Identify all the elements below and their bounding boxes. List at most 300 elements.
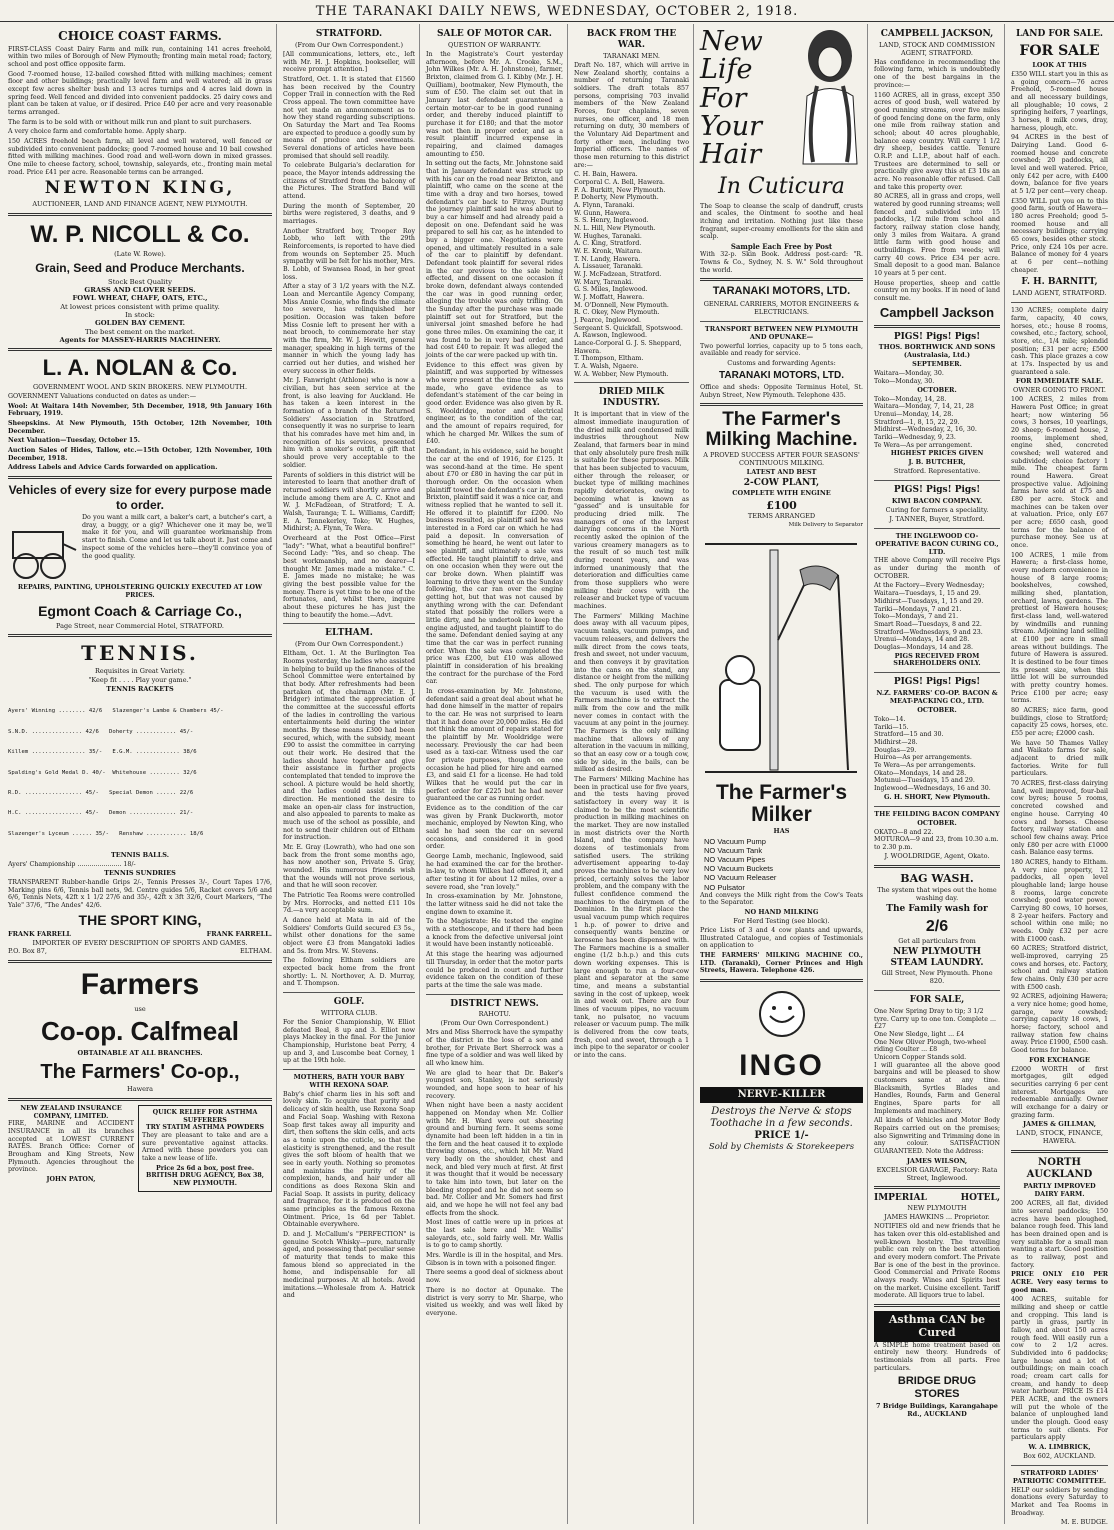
farmers-milking-machine-heading: The Farmer's Milking Machine. — [705, 409, 858, 451]
milking-machine-illustration-icon — [700, 530, 862, 780]
nicoll-line: In stock: — [125, 310, 155, 319]
ladies-committee: STRATFORD LADIES' PATRIOTIC COMMITTEE. — [1012, 1468, 1107, 1485]
schedule-line: Stratford—Wednesdays, 9 and 23. — [874, 628, 983, 636]
family-wash: The Family wash for — [886, 903, 988, 914]
immediate-sale: FOR IMMEDIATE SALE. — [1015, 377, 1104, 386]
nicoll-name: W. P. NICOLL & Co. — [30, 221, 250, 249]
soldier-name: R. C. Okey, New Plymouth. — [574, 309, 660, 317]
column-3 — [422, 24, 568, 1524]
schedule-line: Toko—Monday, 30. — [874, 377, 935, 385]
james-wilson: JAMES WILSON, — [906, 1156, 968, 1165]
news-paragraph: Another Stratford boy, Trooper Roy Lobb, who left with the 29th Reinforcements, is reported to have died from wounds on September 25. Much sympathy will be felt for his mother, Mrs. B. Lobb, of Swansea Road, in her great loss. — [283, 227, 416, 281]
listing-paragraph: 400 ACRES, suitable for milking and sheep or cattle and cropping. This land is partly in grass, partly in fallow, and about 150 acres rough feed. Will easily run a cow to 2 1/2 acres. Subdivided into 6 paddocks; large house and a lot of outbuildings; on main coach road; cream cart calls for cream, and handy to deep water harbour. PRICE IS £14 PER ACRE, and the owners will put the whole of the balance of unploughed land under the plough. Good easy terms to suit clients. For particulars apply — [1011, 1296, 1108, 1442]
listing-paragraph: 200 ACRES, all flat, divided into several paddocks; 150 acres have been ploughed, balance rough feed. This land has been drained open and is very suitable for a small man wanting a start. Good position as to railway, post and factory. — [1011, 1200, 1108, 1269]
stratford-heading: STRATFORD. — [315, 29, 383, 39]
barnitt-name: F. H. BARNITT, — [1021, 277, 1098, 288]
campbell-jackson-signature: Campbell Jackson — [879, 304, 995, 320]
schedule-line: MOTUROA—9 and 23, from 10.30 a.m. to 2.30 p.m. — [874, 836, 999, 851]
egmont-coach-address: Page Street, near Commercial Hotel, STRATFORD. — [55, 621, 225, 630]
listing-paragraph: 180 ACRES, handy to Eltham. A very nice property, 12 paddocks, all open level ploughable land; large house 8 rooms, large concrete cowshed; good water power. Carrying 80 cows, 10 horses, 8 2-year heifers. Factory and school within one mile; no weeds. Only £32 per acre with £1000 cash. — [1011, 858, 1108, 943]
correspondent-line: (From Our Own Correspondent.) — [440, 1019, 549, 1028]
taranaki-men-sub: TARANAKI MEN. — [603, 51, 660, 60]
returning-soldiers-list — [574, 171, 689, 378]
partly-improved: PARTLY IMPROVED DAIRY FARM. — [1023, 1182, 1096, 1199]
schedule-line: Stratford—15 and 30. — [874, 731, 944, 739]
choice-farms-heading: CHOICE COAST FARMS. — [58, 29, 222, 43]
schedule-line: Toko—Monday, 14, 28. — [874, 395, 947, 403]
listing-paragraph: PRICE ONLY £10 PER ACRE. Very easy terms to good man. — [1011, 1271, 1108, 1294]
news-paragraph: Mr. E. Gray (Lowrath), who had one son back from the front some months ago, has now another son, Private S. Gray, wounded. His numerous friends wish that the wounds will not prove serious, and that he will soon recover. — [283, 843, 415, 890]
calfmeal-heading: Co-op. Calfmeal — [41, 1015, 239, 1046]
soldier-name: W. Hughes, Taranaki. — [574, 232, 642, 240]
tennis-sundries-text: TRANSPARENT Rubber-handle Grips 2/-, Tennis Presses 3/-, Court Tapes 17/6, Marking pins 6/6, Tennis ball nets, 9d. Centre guides 5/6, Racket covers 5/6 and 6/6, Tennis Nets, 42ft x 1 1/2 27/6 and 35/-, 42ft x 3ft 32/6, Court Markers, "The Yale" 37/6, "The Andes" 42/6. — [8, 878, 272, 909]
borthwick-name: THOS. BORTHWICK AND SONS (Australasia, Ltd.) — [878, 343, 996, 360]
nicoll-late: (Late W. Rowe). — [114, 250, 166, 259]
newton-king-name: NEWTON KING, — [44, 178, 236, 199]
soldier-name: J. Pearce, Inglewood. — [574, 317, 642, 325]
listing-paragraph: 130 ACRES; complete dairy farm, capacity, 40 cows, horses, etc.; house 8 rooms, cowshed, etc.; factory, school, store, etc., 1/4 mile; splendid position; £31 per acre; £500 cash. This place grazes a cow at 17s. Inspected by us and guaranteed a sale. — [1011, 307, 1108, 376]
schedule-line: Tariki—Mondays, 7 and 21. — [874, 605, 962, 613]
nolan-paragraph: Next Valuation—Tuesday, October 15. — [8, 437, 140, 445]
news-paragraph: Stratford, Oct. 1. It is stated that £1560 has been received by the Country Copper Trail in connection with the Red Cross appeal. The town committee have not yet made an announcement as to how they stand regarding subscriptions. On Saturday the Mart and Tea Rooms are expected to produce a goodly sum by means of produce and sweetmeats. Several donations of articles have been promised that should sell readily. — [283, 75, 415, 160]
schedule-line: Waitara—Monday, 7, 14, 21, 28 — [874, 403, 974, 411]
farmers-milker-heading: The Farmer's Milker — [715, 780, 848, 826]
soldier-name: Corporal C. A. Bell, Hawera. — [574, 178, 665, 186]
news-paragraph: George Lamb, mechanic, Inglewood, said he had examined the car for the brother-in-law, to whom Wilkes had offered it, and after testing it for about 12 miles, over a severe road, she "ran lovely." — [426, 853, 563, 891]
exchange-heading: FOR EXCHANGE — [1029, 1055, 1090, 1064]
schedule-line: Okato—Mondays, 14 and 28. — [874, 769, 967, 777]
soldier-name: A. Rawson, Inglewood. — [574, 332, 647, 340]
terms-arranged: TERMS ARRANGED — [747, 512, 816, 521]
news-paragraph: In cross-examination by Mr. Johnstone, the latter witness said he did not take the engine down to examine it. — [426, 893, 563, 916]
schedule-line: Toko—Mondays, 7 and 21. — [874, 613, 959, 621]
butcher-name: J. B. BUTCHER, — [908, 458, 966, 467]
schedule-line: Motunui—Tuesdays, 15 and 29. — [874, 777, 975, 785]
conveys-text: And conveys the Milk right from the Cow's Teats to the Separator. — [700, 891, 863, 907]
dried-milk-heading: DRIED MILK INDUSTRY. — [598, 387, 665, 409]
september-heading: SEPTEMBER. — [912, 360, 962, 369]
bag-wash-text: The system that wipes out the home washing day. — [877, 885, 997, 902]
news-paragraph: The Patriotic Tea Rooms were controlled by Mrs. Horrocks, and netted £11 10s 7d.—a very acceptable sum. — [283, 891, 415, 915]
asthma-try: TRY STATIM ASTHMA POWDERS — [145, 1124, 265, 1132]
news-paragraph: At this stage the hearing was adjourned till Thursday, in order that the motor parts could be produced in court and further evidence taken on the condition of these parts at the time the sale was made. — [426, 951, 563, 989]
tennis-racket-row: H.C. ................. 45/- Demon .............. 21/- — [8, 810, 194, 817]
news-paragraph: Evidence as to the condition of the car was given by Frank Duckworth, motor mechanic, employed by Newton King, who said he had seen the car on several occasions, and considered it in good order. — [426, 805, 563, 851]
egmont-coach-name: Egmont Coach & Carriage Co., — [38, 603, 242, 620]
schedule-line: Tariki—15. — [874, 723, 909, 731]
tennis-racket-row: S.N.D. ............... 42/6 Doherty ............ 45/- — [8, 728, 194, 735]
cuticura-sample-text: With 32-p. Skin Book. Address post-card: "R. Towns & Co., Sydney, N. S. W." Sold throughout the world. — [700, 251, 863, 274]
soldier-name: A. C. King, Stratford. — [574, 240, 642, 248]
land-for-sale-heading: LAND FOR SALE. — [1015, 29, 1104, 39]
for-sale-heading: FOR SALE, — [909, 994, 965, 1005]
tennis-racket-row: Spalding's Gold Medal D. 40/- Whitehouse ......... 32/6 — [8, 769, 197, 776]
soldier-name: G. S. Miles, Inglewood. — [574, 286, 648, 294]
machine-price: £100 — [766, 498, 797, 512]
gillman-sub: LAND, STOCK, FINANCE, HAWERA. — [1016, 1129, 1103, 1146]
choice-paragraph: A very choice farm and comfortable home. Apply sharp. — [8, 128, 187, 136]
district-news-heading: DISTRICT NEWS. — [450, 998, 539, 1009]
news-paragraph: Parents of soldiers in this district will be interested to learn that another draft of returned soldiers will shortly arrive and include among them are A. C. Knot and W. J. McFadzean, of Stratford; T. A. Walsh, Tauranga; T. L. Williams, Cardiff; E. A. Tennekerley, Toko; W. Hughes, Midhirst; A. Flynn, Te Wera. — [283, 471, 415, 533]
editor-note: [All communications, letters, etc., left with Mr. H. J. Hopkins, bookseller, will receive prompt attention.] — [283, 50, 415, 74]
news-paragraph: Baby's chief charm lies in his soft and lovely skin. To acquire that purity and delicacy of skin health, use Rexona Soap and Facial Soap. Washing with Rexona Soap first takes away all impurity and dirt, then softens the skin cells, and acts as a tonic upon the cuticle, so that the elasticity is strengthened, and the result gives the soft bloom of health that we see in early youth. Nothing so promotes and maintains the purity of the complexion, hands, and hair under all conditions as does Rexona Skin and Facial Soap. It assists in purity, delicacy and fragrance, for it is produced on the same principles as the famous Rexona Ointment. Price, 1s 6d per Tablet. Obtainable everywhere. — [283, 1090, 415, 1229]
for-sale-heading: FOR SALE — [1019, 42, 1100, 59]
customs-line: Customs and forwarding Agents: — [727, 358, 836, 367]
no-feature-item: NO Vacuum Tank — [704, 846, 763, 856]
bag-wash-particulars: Get all particulars from — [898, 937, 976, 946]
soldier-name: W. J. Moffatt, Hawera. — [574, 294, 645, 302]
choice-paragraph: FIRST-CLASS Coast Dairy Farm and milk run, containing 141 acres freehold, within two miles of Borough of New Plymouth; fronting main metal road; factory, school and post office opposite farm. — [8, 45, 272, 68]
herd-testing: For Herd Testing (see block). — [733, 917, 830, 926]
pigs-heading: PIGS! Pigs! Pigs! — [893, 484, 981, 495]
news-paragraph: It is important that in view of the almost immediate inauguration of the dried milk and condensed milk industries throughout New Zealand, that farmers bear in mind that only absolutely pure fresh milk is suitable for these purposes. Milk that has been subjected to vacuum, either through the releaser, or bucket type of milking machines rapidly deteriorates, owing to becoming what is known as "gassed" and is unsuitable for producing dried milk. The managers of one of the largest dairying concerns in the North recently asked the opinion of the various creamery managers as to the result of so much test milk during recent years, and was informed unanimously that the deterioration and difficulties came from those suppliers who were milking their cows with the releaser and bucket type of vacuum machines. — [574, 411, 689, 611]
highest-prices: HIGHEST PRICES GIVEN — [890, 449, 984, 458]
listing-paragraph: We have 50 Thames Valley and Waikato farms for sale, adjacent to dried milk factories. Write for full particulars. — [1011, 739, 1108, 778]
nz-farmers-bacon: N.Z. FARMERS' CO-OP. BACON & MEAT-PACKING CO., LTD. — [876, 689, 998, 706]
budge-sign: M. E. BUDGE. — [1060, 1518, 1108, 1524]
wooldridge-agent: J. WOOLDRIDGE, Agent, Okato. — [884, 851, 990, 860]
bridge-address: 7 Bridge Buildings, Karangahape Rd., AUCKLAND — [876, 1402, 998, 1419]
schedule-line: Waitara—Monday, 30. — [874, 370, 944, 378]
butcher-rep: Stratford. Representative. — [893, 467, 981, 476]
golf-heading: GOLF. — [333, 997, 365, 1008]
imperial-left: IMPERIAL — [874, 1193, 927, 1204]
campbell-sub: LAND, STOCK AND COMMISSION AGENT, STRATFORD. — [878, 40, 996, 57]
listing-paragraph: 1160 ACRES, all in grass, except 350 acres of good bush, well watered by good running streams, over five miles of good fencing done on the farm, only one mile from railway station and school; about 40 acres ploughable, balance easy country. Will carry 1 1/2 dry sheep, besides cattle. Tenure O.R.P. and L.I.P., about half of each. Trustees are determined to sell or practically give away this at £3 10s an acre. No reasonable offer refused. Call and take this property over. — [874, 91, 1000, 191]
bag-wash-price: 2/6 — [925, 917, 949, 935]
news-paragraph: For the Senior Championship, W. Elliot defeated Beal, 8 up and 3. Elliot now plays Mackey in the final. For the Junior Championship, Hurlstone beat Perry, 4 up and 3, and Luscombe beat Corney, 1 up at the 19th hole. — [283, 1018, 415, 1065]
imperial-text: NOTIFIES old and new friends that he has taken over this old-established and well-known hostelry. The travelling public can rely on the best attention and every modern comfort. The Private Bar is one of the best in the province. Good Commercial and Private Rooms always ready. Wines and Spirits best on the market. Cuisine excellent. Tariff moderate. All liquors true to label. — [874, 1223, 1000, 1300]
news-paragraph: Mrs. Wardle is ill in the hospital, and Mrs. Gibson is in town with a poisoned finger. — [426, 1252, 563, 1267]
listing-paragraph: 92 ACRES, adjoining Hawera; a very nice home; good home, garage, new cowshed; carrying capacity 18 cows, 1 horse; factory, school and railway station few chains away. Price £1900, £500 cash. Good terms for balance. — [1011, 993, 1108, 1054]
soldier-name: T. Thompson, Eltham. — [574, 355, 644, 363]
owner-front: OWNER GOING TO FRONT. — [1012, 386, 1107, 395]
news-paragraph: Evidence to this effect was given by plaintiff, and was supported by witnesses who were present at the time the sale was made, who gave evidence as to defendant's statement of the car being in good order. Evidence was also given by R. S. Wooldridge, motor and electrical engineer, as to the condition of the car, and the amount of repairs required, for which he charged Mr. Wilkes the sum of £40. — [426, 361, 563, 446]
look-at-this: LOOK AT THIS — [1032, 61, 1087, 70]
nz-insurance-text: FIRE, MARINE and ACCIDENT INSURANCE in all its branches accepted at LOWEST CURRENT RATES. Branch Office: Corner of Brougham and King Streets, New Plymouth. Agencies throughout the province. — [8, 1120, 134, 1174]
october-heading: OCTOBER. — [917, 385, 957, 394]
north-auckland-heading: NORTH AUCKLAND — [1026, 1157, 1093, 1181]
for-sale-item: One New Sledge, light ... £4 — [874, 1030, 965, 1038]
listing-paragraph: 80 ACRES, all in grass and crops, well watered by good running streams; well fenced and subdivided into 15 paddocks, 1/2 mile from school and factory, railway station close handy, only 3 miles from Waitara. A grand little farm with good house and outbuildings. Free from weeds; will carry 40 cows. Price £34 per acre. Small deposit to a good man. Balance 10 years at 5 per cent. — [874, 193, 1000, 277]
news-paragraph: When night have been a nasty accident happened on Monday when Mr. Collier with Mr. H. Ward were out shearing ground and burning fern. It seems some dynamite had been left hidden in a tin in the fern and the heat caused it to explode throwing stones, etc., which hit Mr. Ward very badly on the shoulder, chest and neck, and bled very much at first. At first it was thought that it would be necessary to take him into town, but later on the bleeding stopped and he did not seem so bad. Mr. Collier and Mr. Somers had first aid, and we hope he will not feel any bad effects from the shock. — [426, 1102, 563, 1217]
correspondent-line: (From Our Own Correspondent.) — [294, 640, 404, 649]
bag-wash-heading: BAG WASH. — [900, 871, 974, 885]
taranaki-motors-2: TARANAKI MOTORS, LTD. — [719, 369, 844, 381]
for-sale-text: All kinds of Vehicles and Motor Body Repairs carried out on the premises; also Signwriting and Trimming done in any colour. SATISFACTION GUARANTEED. Note the Address: — [874, 1117, 1000, 1156]
listing-paragraph: 80 ACRES; nice farm, good buildings, close to Stratford; capacity 25 cows, horses, etc. £55 per acre; £2000 cash. — [1011, 707, 1108, 738]
use-word: use — [134, 1004, 146, 1013]
eltham-place: ELTHAM. — [240, 947, 272, 956]
schedule-line: Douglas—Mondays, 14 and 28. — [874, 643, 973, 651]
schedule-line: Te Wera—As per arrangements. — [874, 762, 976, 770]
milking-company-address: THE FARMERS' MILKING MACHINE CO., LTD. (Taranaki), Corner Princes and High Streets, Hawera. Telephone 426. — [700, 951, 863, 975]
inglewood-bacon: THE INGLEWOOD CO-OPERATIVE BACON CURING CO., LTD. — [875, 531, 999, 556]
cart-illustration-icon — [8, 514, 78, 584]
no-feature-item: NO Vacuum Releaser — [704, 873, 777, 883]
taranaki-motors-office: Office and sheds: Opposite Terminus Hotel, St. Aubyn Street, New Plymouth. Telephone 435. — [700, 384, 863, 399]
pigs-heading: PIGS! Pigs! Pigs! — [893, 331, 981, 342]
laundry-name: NEW PLYMOUTH STEAM LAUNDRY. — [890, 947, 984, 969]
schedule-line: OKATO—8 and 22. — [874, 828, 934, 836]
hawera-place: Hawera — [127, 1084, 153, 1093]
transport-heading: TRANSPORT BETWEEN NEW PLYMOUTH AND OPUNAKE— — [704, 324, 859, 341]
ingo-figure-icon — [732, 986, 832, 1046]
soldier-name: A. Flynn, Taranaki. — [574, 201, 635, 209]
woman-portrait-icon — [797, 26, 863, 166]
no-feature-item: NO Vacuum Buckets — [704, 864, 774, 874]
news-paragraph: In the Magistrate's Court yesterday afternoon, before Mr. A. Crooke, S.M., John Wilkes (Mr. A. H. Johnstone), farmer, Brixton, claimed from G. I. Kibby (Mr. J. H. Quilliam), bootmaker, New Plymouth, the sum of £50. The claim set out that in January last defendant guaranteed a certain motor-car to be in good running order, and thereby induced plaintiff to purchase it for £180; and that the motor was not then in proper order, and as a result plaintiff incurred expense in repairing, and claimed damages amounting to £50. — [426, 50, 563, 158]
column-2 — [279, 24, 420, 1524]
news-paragraph: To the Magistrate: He tested the engine with a stethoscope, and if there had been a knock from the defective universal joint it would have been instantly noticeable. — [426, 918, 563, 949]
kiwi-bacon: KIWI BACON COMPANY. — [891, 496, 983, 505]
schedule-line: Smart Road—Tuesdays, 8 and 22. — [874, 620, 982, 628]
short-name: G. H. SHORT, New Plymouth. — [884, 792, 990, 801]
pigs-heading: PIGS! Pigs! Pigs! — [893, 677, 981, 688]
nolan-paragraph: Wool: At Waitara 14th November, 5th December, 1918, 9th January 16th February, 1919. — [8, 402, 272, 418]
rahotu-sub: RAHOTU. — [478, 1010, 511, 1019]
cuticura-text: The Soap to cleanse the scalp of dandruff, crusts and scales, the Ointment to soothe and heal itching and irritation. Nothing just like these fragrant, super-creamy emollients for the skin and scalp. — [700, 202, 863, 241]
ingo-heading: INGO — [739, 1048, 824, 1082]
schedule-line: Waitara—Tuesdays, 1, 15 and 29. — [874, 590, 981, 598]
taranaki-motors-sub: GENERAL CARRIERS, MOTOR ENGINEERS & ELECTRICIANS. — [703, 299, 860, 316]
news-paragraph: After a stay of 3 1/2 years with the N.Z. Loan and Mercantile Agency Company, Miss Annie Cosnie, who finds the climate too severe, has relinquished her position. Occasion was taken before Miss Cosnie left to present her with a neat brooch, to commemorate her stay with the firm, Mr. W. J. Hewitt, general manager, speaking in high terms of the manner in which the young lady has carried out her duties, and wished her every success in other fields. — [283, 283, 415, 375]
taranaki-motors-heading: TARANAKI MOTORS, LTD. — [712, 285, 851, 298]
soldier-name: W. E. Kronk, Waitara. — [574, 247, 643, 255]
nicoll-trade: Grain, Seed and Produce Merchants. — [35, 261, 245, 276]
asthma-agency: BRITISH DRUG AGENCY, Box 38, NEW PLYMOUTH. — [146, 1172, 264, 1187]
news-paragraph: During the month of September, 20 births were registered, 3 deaths, and 9 marriages. — [283, 202, 415, 225]
news-paragraph: Eltham, Oct. 1. At the Burlington Tea Rooms yesterday, the ladies who assisted in helping to build up the finances of the School Committee were entertained by that body. After refreshments had been partaken of, the chairman (Mr. E. J. Bridger) intimated the appreciation of the committee at the successful efforts of the ladies in controlling the various entertainments held during the winter months. By these means £300 had been secured, which, with the subsidy, meant £90 to assist the committee in carrying out their work. He desired that the ladies should have together and give their assistance in further projects contemplated that tended to improve the school. A picture would be held shortly, and the ladies could assist in this direction. He mentioned the desire to make an open-air class for instruction, and also appealed to parents to make as much use of the school as possible, and not to send their children out of Eltham for instruction. — [283, 650, 415, 842]
motor-car-heading: SALE OF MOTOR CAR. — [437, 29, 552, 39]
soldier-name: M. O'Donnell, New Plymouth. — [574, 301, 669, 309]
soldier-name: P. Doherty, New Plymouth. — [574, 194, 659, 202]
schedule-line: At the Factory—Every Wednesday; — [874, 582, 985, 590]
listing-paragraph: HELP our soldiers by sending donations every Saturday to Market and Tea Rooms in Broadway. — [1011, 1486, 1108, 1517]
nolan-paragraph: Sheepskins. At New Plymouth, 15th October, 12th November, 10th December. — [8, 419, 272, 435]
ingo-price: PRICE 1/- — [754, 1130, 809, 1142]
farmers-coop-name: The Farmers' Co-op., — [40, 1060, 240, 1083]
listing-paragraph: 100 ACRES, 1 mile from Hawera; a first-class home, every modern convenience in house of 8 large rooms; bookshelves, cowshed, milking shed, plantation, orchard, lawns, gardens. The prettiest of Hawera houses; first-class land, well-watered by windmills and running stream. Adjoining land selling at £100 per acre in small areas without buildings. The future of Hawera is assured. It is destined to be four times its present size, when this little lot will be surrounded with pretty country homes. Price £100 per acre; easy terms. — [1011, 551, 1108, 705]
listing-paragraph: £350 WILL start you in this as a going concern—76 acres Freehold, 5-roomed house and all necessary buildings, all ploughable; 10 cows, 2 springing heifers, 7 yearlings, 3 horses, 8 milk cows, dray, harness, plough, etc. — [1011, 70, 1108, 132]
for-sale-text: I will guarantee all the above good bargains and will be pleased to show customers same at any time. Blacksmith, Syrtles Blades and Handles, Rounds, Farm and General Engines, Spare parts for all Implements and machinery. — [874, 1061, 1000, 1115]
farrell-left: FRANK FARRELL — [8, 929, 72, 938]
for-sale-item: Unicorn Copper Stands sold. — [874, 1053, 967, 1061]
nolan-paragraph: GOVERNMENT Valuations conducted on dates as under:— — [8, 392, 197, 400]
nicoll-line: At lowest prices consistent with prime quality. — [60, 302, 220, 311]
listing-paragraph: Has confidence in recommending the following farm, which is undoubtedly one of the best bargains in the province:— — [874, 58, 1000, 89]
news-paragraph: Mrs and Miss Sherrock have the sympathy of the district in the loss of a son and brother, for Private Bert Sherrock was a fine type of a soldier and was well liked by all who knew him. — [426, 1029, 563, 1068]
schedule-line: Midhirst—28. — [874, 739, 918, 747]
news-paragraph: We are glad to hear that Dr. Baker's youngest son, Stanley, is not seriously wounded, and hope soon to hear of his recovery. — [426, 1069, 563, 1100]
soldier-name: W. Mary, Taranaki. — [574, 278, 634, 286]
tennis-racket-row: Ayers' Winning ........ 42/6 Slazenger's Lambe & Chambers 45/- — [8, 708, 224, 715]
october-heading: OCTOBER. — [917, 818, 957, 827]
cuticura-heading: In Cuticura — [718, 173, 845, 199]
schedule-line: Te Wera—As per arrangement. — [874, 441, 973, 449]
nz-insurance-heading: NEW ZEALAND INSURANCE COMPANY, LIMITED. — [20, 1104, 122, 1120]
listing-paragraph: 60 ACRES; Stratford district, well-improved, carrying 25 cows and horses, etc. Factory, school and railway station few chains. Only £30 per acre with £500 cash. — [1011, 945, 1108, 991]
nolan-paragraph: Address Labels and Advice Cards forwarded on application. — [8, 464, 218, 472]
asthma-cured-banner: Asthma CAN be Cured — [874, 1311, 1000, 1342]
eltham-heading: ELTHAM. — [325, 628, 373, 639]
farrell-right: FRANK FARRELL. — [206, 929, 272, 938]
for-sale-item: One New Spring Dray to tip; 3 1/2 tyre. Carry up to one ton. Complete ... £27 — [874, 1007, 996, 1031]
nolan-sub: GOVERNMENT WOOL AND SKIN BROKERS. NEW PLYMOUTH. — [32, 382, 248, 391]
bridge-drug-stores: BRIDGE DRUG STORES — [897, 1374, 977, 1400]
obtainable-line: OBTAINABLE AT ALL BRANCHES. — [77, 1048, 203, 1057]
choice-paragraph: 150 ACRES freehold beach farm, all level and well watered, well fenced or subdivided into convenient paddocks; good 7-roomed house and 10 bail cowshed fitted with milking machines. Good road and well-worn down in mixed grasses. One mile to cheese factory, school, township, saleyards, etc., fronting main metal road. Price £41 per acre. Reasonable terms can be arranged. — [8, 138, 272, 176]
news-paragraph: There seems a good deal of sickness about now. — [426, 1269, 563, 1285]
masthead: THE TARANAKI DAILY NEWS, WEDNESDAY, OCTOBER 2, 1918. — [0, 0, 1114, 22]
imperial-right: HOTEL, — [960, 1193, 1000, 1204]
listing-paragraph: £350 WILL put you on to this good farm, south of Hawera—180 acres Freehold; good 5-roomed house and all necessary buildings; carrying 65 cows, besides other stock. Price, only £24 10s per acre. Balance of money for 4 years at 6 per cent—nothing cheaper. — [1011, 197, 1108, 274]
schedule-line: Midhirst—Wednesday, 2, 16, 30. — [874, 426, 977, 434]
news-paragraph: The Farmers' Milking Machine has been in practical use for five years, and the tests having proved satisfactory in every way it is claimed to be the most scientific production in milking machines on the market. They are now installed in most districts over the North Island, and the company have dozens of testimonials from satisfied users. The striking advertisement appearing to-day proves the machines to be very low priced, certainly solves the labor problem, and the company with the fullest confidence commend the machines to the dairymen of the Dominion. In the first place the usual vacuum pump which requires 1 h.p. of power to drive and consequently wants benzine or kerosene has been dispensed with. The Farmers machine is a smaller engine (1/2 b.h.p.) and this cuts down working expenses. This is large enough to run a four-cow plant and separator at the same time, and means a substantial saving in the cost of upkeep, week in and week out. There are four lines of vacuum pipes, no vacuum tank, no pulsator, no vacuum releaser or vacuum pump. The milk is delivered from the cow teats, fresh, cool and sweet, through a 1 inch pipe to the separator or cooler or into the cans. — [574, 775, 689, 1060]
tennis-sundries-heading: TENNIS SUNDRIES — [104, 868, 176, 877]
tennis-championship: Ayers' Championship ...................... 18/- — [8, 861, 136, 869]
nicoll-line: GRASS AND CLOVER SEEDS. — [84, 286, 196, 295]
news-paragraph: Draft No. 187, which will arrive in New Zealand shortly, contains a number of returning Taranaki soldiers. The draft totals 857 persons, comprising 703 invalid members of the New Zealand Forces, four chaplains, seven nurses, one officer, and 18 men returning on duty, 30 members of the Voluntary Aid Department and forty other men, including two Imperial officers. The names of those men returning to this district are:— — [574, 61, 689, 169]
choice-paragraph: The farm is to be sold with or without milk run and plant to suit purchasers. — [8, 118, 252, 126]
laundry-address: Gill Street, New Plymouth. Phone 820. — [881, 969, 993, 986]
limbrick-sub: Box 602, AUCKLAND. — [1023, 1452, 1096, 1461]
soldier-name: A. Lissauer, Taranaki. — [574, 263, 643, 271]
golf-club: WITTORA CLUB. — [320, 1009, 378, 1018]
sport-king-heading: THE SPORT KING, — [78, 911, 202, 928]
vehicles-heading: Vehicles of every size for every purpose made to order. — [8, 482, 272, 512]
asthma-cured-text: A SIMPLE home treatment based on entirely new theory. Hundreds of testimonials from all parts. Free particulars. — [874, 1341, 1000, 1372]
asthma-relief-heading: QUICK RELIEF FOR ASTHMA SUFFERERS — [152, 1108, 258, 1124]
wilson-sub: EXCELSIOR GARAGE, Factory: Rata Street, Inglewood. — [876, 1165, 998, 1182]
listing-paragraph: 70 ACRES, first-class dairying land, well improved, four-bail cow byres; house 5 rooms, concreted cowshed and engine house. Carrying 40 cows and horses. Cheese factory, railway station and school few chains away. Price only £80 per acre with £1000 cash. Balance easy terms. — [1011, 780, 1108, 857]
soldier-name: F. A. Burkitt, New Plymouth. — [574, 186, 666, 194]
nicoll-line: GOLDEN BAY CEMENT. — [94, 319, 186, 328]
nolan-name: L. A. NOLAN & Co. — [42, 355, 238, 381]
news-paragraph: There is no doctor at Opunake. The district is very sorry to Mr. Sharpe, who visited us weekly, and was well liked by everyone. — [426, 1286, 563, 1317]
cuticura-sample: Sample Each Free by Post — [730, 241, 833, 251]
farrell-line: IMPORTER OF EVERY DESCRIPTION OF SPORTS AND GAMES. — [32, 938, 248, 947]
schedule-line: Huiroa—As per arrangements. — [874, 754, 972, 762]
schedule-line: Urenui—Monday, 14, 28. — [874, 410, 954, 418]
tennis-racket-row: R.D. ................. 45/- Special Demon ...... 22/6 — [8, 790, 194, 797]
no-feature-item: NO Pulsator — [704, 882, 745, 892]
ingo-tagline: Destroys the Nerve & stops Toothache in a few seconds. — [710, 1105, 853, 1129]
soldier-name: W. Gunn, Hawera. — [574, 209, 632, 217]
tennis-sub: Requisites in Great Variety. — [95, 666, 185, 675]
schedule-line: Urenui—Mondays, 14 and 28. — [874, 636, 970, 644]
no-hand-milking: NO HAND MILKING — [744, 908, 819, 917]
rexona-heading: MOTHERS, BATH YOUR BABY WITH REXONA SOAP. — [293, 1072, 405, 1089]
back-from-war-heading: BACK FROM THE WAR. — [586, 29, 677, 50]
listing-paragraph: House properties, sheep and cattle country on my books. If in need of land consult me. — [874, 279, 1000, 302]
schedule-line: Midhirst—Tuesdays, 1, 15 and 29. — [874, 597, 984, 605]
october-heading: OCTOBER. — [917, 706, 957, 715]
tennis-racket-row: Killem ................ 35/- E.G.M. ............. 38/6 — [8, 749, 197, 756]
news-paragraph: Mr. J. Fanwright (Athlone) who is now a civilian, but has seen service at the front, is also leaving for Auckland. He has taken a keen interest in the formation of a branch of the Returned Soldiers' Association in Stratford, consequently it was no surprise to learn that his comrades have met him and, in recognition of his services, presented him with a smoker's outfit, a gift that should prove very acceptable to the soldier. — [283, 377, 415, 469]
column-4 — [570, 24, 694, 1524]
kiwi-sub: Curing for farmers a speciality. — [885, 505, 989, 514]
tennis-keep-fit: "Keep fit . . . . Play your game." — [88, 675, 192, 684]
choice-paragraph: Good 7-roomed house, 12-bailed cowshed fitted with milking machines; cement floor and other buildings; practically level farm and well watered; all in grass except few acres shelter bush and 13 acres turnips and 4 acres laid down in spring feed. Well fenced and divided into convenient paddocks. 25 dairy cows and plant can be taken at value, or if desired. Price £40 per acre and very reasonable terms arranged. — [8, 70, 272, 116]
asthma-price: Price 2s 6d a box, post free. — [155, 1164, 255, 1172]
ingo-sold-by: Sold by Chemists & Storekeepers — [708, 1142, 855, 1153]
tanner-name: J. TANNER, Buyer, Stratford. — [889, 514, 985, 523]
schedule-line: Inglewood—Wednesdays, 16 and 30. — [874, 785, 991, 793]
complete-engine: COMPLETE WITH ENGINE — [732, 488, 831, 497]
nicoll-line: Agents for MASSEY-HARRIS MACHINERY. — [59, 335, 221, 344]
latest-best: LATEST AND BEST — [746, 468, 817, 477]
gillman-name: JAMES & GILLMAN, — [1022, 1120, 1097, 1129]
for-sale-item: One New Oliver Plough, two-wheel riding Coulter ... £8 — [874, 1038, 986, 1054]
warranty-sub: QUESTION OF WARRANTY. — [448, 40, 541, 49]
news-paragraph: In cross-examination by Mr. Johnstone, defendant said a great deal about what he had done himself in the matter of repairs to the car. He was not surprised to learn that it had done over 20,000 miles. He did not think the amount of repairs stated for the plaintiff by Mr. Wooldridge were necessary. Previously the car had been used as a taxi-car. Witness used the car for private purposes, though on one occasion he had plied for hire and earned £3, and said £1 for a license. He had told Wilkes that he would put the car in perfect order for £225 but he had never guaranteed the car as running order. — [426, 687, 563, 803]
column-6 — [870, 24, 1005, 1524]
news-paragraph: Overheard at the Post Office—First "lady": "What, what a beautiful bonfire!" Second Lady: "Yes, and so cheap. The best workmanship, and no dearer—I thought Mr. James made a mistake." C. E. James made no mistake; he was giving the best possible value for the money. There is yet time to be one of the fortunates, and, whilst there, inquire about these pictures he has just the thing to beautify the home.—Advt. — [283, 534, 415, 619]
column-5 — [696, 24, 868, 1524]
news-paragraph: The Farmers' Milking Machine does away with all vacuum pipes, vacuum tanks, vacuum pumps, and vacuum releasers, and delivers the milk direct from the cows teats, fresh and sweet, not under vacuum, and then conveys it by gravitation into the cans on the stand, any distance or height from the milking shed. The only purpose for which the vacuum is used with the Farmers machine is to extract the milk from the cow and the milk never comes in contact with the vacuum at any point in the journey. The Farmers is the only milking machine that allows of any alteration in the vacuum in milking, so that an easy cow or a tough cow, side by side, in the bails, can be milked as desired. — [574, 612, 689, 774]
has-word: HAS — [773, 827, 790, 835]
vehicles-repairs: REPAIRS, PAINTING, UPHOLSTERING QUICKLY EXECUTED AT LOW PRICES. — [17, 584, 263, 599]
soldier-name: T. A. Walsh, Ngaere. — [574, 363, 639, 371]
no-feature-item: NO Vacuum Pump — [704, 836, 766, 846]
nolan-paragraph: Auction Sales of Hides, Tallow, etc.—15th October, 12th November, 10th December, 1918. — [8, 446, 272, 462]
farmers-heading: Farmers — [80, 968, 200, 1002]
listing-paragraph: £2000 WORTH of first mortgages, gilt edged securities carrying 6 per cent interest. Mortgages are redeemable annually. Owner will exchange for a dairy or grazing farm. — [1011, 1065, 1108, 1119]
nerve-killer-banner: NERVE-KILLER — [700, 1087, 863, 1103]
nicoll-line: FOWL WHEAT, CHAFF, OATS, ETC., — [72, 294, 208, 303]
listing-paragraph: 94 ACRES in the best of Dairying Land. Good 6-roomed house and concrete cowshed; 20 paddocks, all level and well watered. Price, only £42 per acre, with £400 down, balance for five years at 5 1/2 per cent—very cheap. — [1011, 134, 1108, 196]
po-box: P.O. Box 87, — [8, 947, 47, 956]
hawkins-proprietor: JAMES HAWKINS ... Proprietor. — [884, 1213, 990, 1222]
transport-text: Two powerful lorries, capacity up to 5 tons each, available and ready for service. — [700, 342, 863, 358]
schedule-line: Toko—14. — [874, 716, 906, 724]
soldier-name: S. S. Henry, Inglewood. — [574, 217, 649, 225]
price-lists-text: Price Lists of 3 and 4 cow plants and upwards, Illustrated Catalogue, and copies of Testimonials on application to — [700, 926, 863, 950]
shareholders-only: PIGS RECEIVED FROM SHAREHOLDERS ONLY. — [893, 651, 981, 668]
nicoll-line: The best cement on the market. — [84, 327, 196, 336]
proved-success: A PROVED SUCCESS AFTER FOUR SEASONS' CONTINUOUS MILKING. — [703, 451, 860, 468]
vehicles-text: Do you want a milk cart, a baker's cart, a butcher's cart, a dray, a buggy, or a gig? Whichever one it may be, we'll make it for you, and will guarantee workmanship from start to finish. Come and let us talk about it. Just come and inspect some of the vehicles here—they'll convince you of the good quality. — [82, 514, 272, 560]
column-7 — [1007, 24, 1112, 1524]
two-cow-plant: 2-COW PLANT, — [743, 477, 820, 488]
news-paragraph: A dance held at Mata in aid of the Soldiers' Comforts Guild secured £3 5s., whilst other donations for the same object were £3 from Mangatoki ladies and 5s. from Mrs. W. Stevens. — [283, 917, 415, 955]
no-feature-item: NO Vacuum Pipes — [704, 855, 766, 865]
soldier-name: Sergeant S. Quickfall, Spotswood. — [574, 324, 683, 332]
limbrick-name: W. A. LIMBRICK, — [1028, 1443, 1091, 1452]
schedule-line: Tariki—Wednesday, 9, 23. — [874, 433, 956, 441]
schedule-line: Stratford—1, 8, 15, 22, 29. — [874, 418, 960, 426]
news-paragraph: The following Eltham soldiers are expected back home from the front shortly: L. N. Northover, A. D. Murray, and T. Thompson. — [283, 957, 415, 988]
tennis-heading: TENNIS. — [81, 641, 199, 666]
soldier-name: Lance-Corporal G. J. S. Sheppard, Hawera. — [574, 340, 682, 355]
campbell-jackson-heading: CAMPBELL JACKSON, — [880, 29, 994, 39]
asthma-relief-text: They are pleasant to take and are a sure preventative against attacks. Armed with these powders you can take a new lease of life. — [142, 1131, 268, 1162]
newton-king-sub: AUCTIONEER, LAND AND FINANCE AGENT, NEW PLYMOUTH. — [32, 200, 248, 209]
tennis-rackets-heading: TENNIS RACKETS — [106, 684, 174, 693]
inglewood-text: THE above Company will receive Pigs as under during the month of OCTOBER. — [874, 557, 1000, 580]
nicoll-line: Stock Best Quality — [108, 277, 172, 286]
new-life-heading: New Life For Your Hair — [700, 26, 763, 171]
barnitt-sub: LAND AGENT, STRATFORD. — [1012, 289, 1107, 298]
imperial-location: NEW PLYMOUTH — [907, 1204, 967, 1213]
soldier-name: T. N. Landy, Hawera. — [574, 255, 641, 263]
milk-delivery-label: Milk Delivery to Separator — [788, 522, 863, 529]
news-paragraph: Most lines of cattle were up in prices at the last sale here and Mr. Wallis' saleyards, etc., sold fairly well. Mr. Wallis is to go to camp shortly. — [426, 1219, 563, 1250]
correspondent-line: (From Our Own Correspondent.) — [294, 40, 404, 49]
news-paragraph: To celebrate Bulgaria's declaration for peace, the Mayor intends addressing the citizens of Stratford from the balcony of the Pictures. The Stratford Band will attend. — [283, 162, 415, 200]
soldier-name: C. H. Bain, Hawera. — [574, 171, 638, 179]
